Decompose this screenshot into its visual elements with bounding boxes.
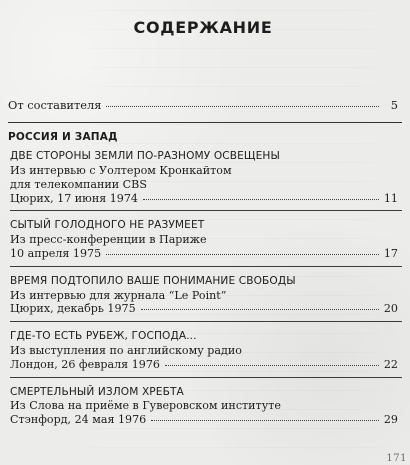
entry-divider <box>10 377 402 378</box>
entry-final-line <box>10 192 398 206</box>
foreword-label: От составителя <box>8 98 102 112</box>
leader-dots <box>143 199 379 200</box>
entry-page-number: 22 <box>383 357 398 371</box>
entry-line: Из выступления по английскому радио <box>10 343 242 357</box>
section-title: РОССИЯ И ЗАПАД <box>8 131 118 144</box>
leader-dots <box>106 106 379 107</box>
leader-dots <box>151 420 379 421</box>
entry-title: ВРЕМЯ ПОДТОПИЛО ВАШЕ ПОНИМАНИЕ СВОБОДЫ <box>10 274 296 287</box>
entry-location-date: 10 апреля 1975 <box>10 246 102 260</box>
entry-title: ДВЕ СТОРОНЫ ЗЕМЛИ ПО-РАЗНОМУ ОСВЕЩЕНЫ <box>10 150 280 163</box>
list-item <box>10 275 398 322</box>
list-item <box>10 219 398 266</box>
leader-dots <box>165 365 379 366</box>
entry-page-number: 17 <box>383 246 398 260</box>
entry-page-number: 29 <box>383 413 398 427</box>
list-item <box>10 150 398 211</box>
entry-line: Из интервью для журнала “Le Point” <box>10 288 227 302</box>
entry-line: Из пресс-конференции в Париже <box>10 233 207 247</box>
leader-dots <box>106 254 379 255</box>
leader-dots <box>141 309 379 310</box>
entry-divider <box>10 266 402 267</box>
foreword-page-number: 5 <box>390 98 398 112</box>
entry-title: СЫТЫЙ ГОЛОДНОГО НЕ РАЗУМЕЕТ <box>10 219 205 232</box>
entry-location-date: Лондон, 26 февраля 1976 <box>10 357 160 371</box>
page-title: СОДЕРЖАНИЕ <box>133 18 273 37</box>
entry-line: Из интервью с Уолтером Кронкайтом <box>10 163 232 177</box>
list-item <box>10 330 398 377</box>
entry-line: для телекомпании CBS <box>10 177 147 191</box>
entry-title: СМЕРТЕЛЬНЫЙ ИЗЛОМ ХРЕБТА <box>10 385 184 398</box>
entry-location-date: Цюрих, 17 июня 1974 <box>10 191 138 205</box>
list-item <box>10 386 398 427</box>
entry-final-line <box>10 413 398 427</box>
entry-final-line <box>10 302 398 316</box>
entry-page-number: 20 <box>383 302 398 316</box>
entry-final-line <box>10 247 398 261</box>
entry-line: Из Слова на приёме в Гуверовском институте <box>10 399 281 413</box>
entry-title: ГДЕ-ТО ЕСТЬ РУБЕЖ, ГОСПОДА... <box>10 330 197 343</box>
entry-page-number: 11 <box>383 191 398 205</box>
entry-location-date: Стэнфорд, 24 мая 1976 <box>10 413 147 427</box>
foreword-line <box>8 99 398 112</box>
entry-divider <box>10 321 402 322</box>
corner-page-number: 171 <box>386 453 407 464</box>
entry-divider <box>10 210 402 211</box>
entry-location-date: Цюрих, декабрь 1975 <box>10 302 136 316</box>
section-rule <box>8 122 402 123</box>
entry-final-line <box>10 358 398 372</box>
